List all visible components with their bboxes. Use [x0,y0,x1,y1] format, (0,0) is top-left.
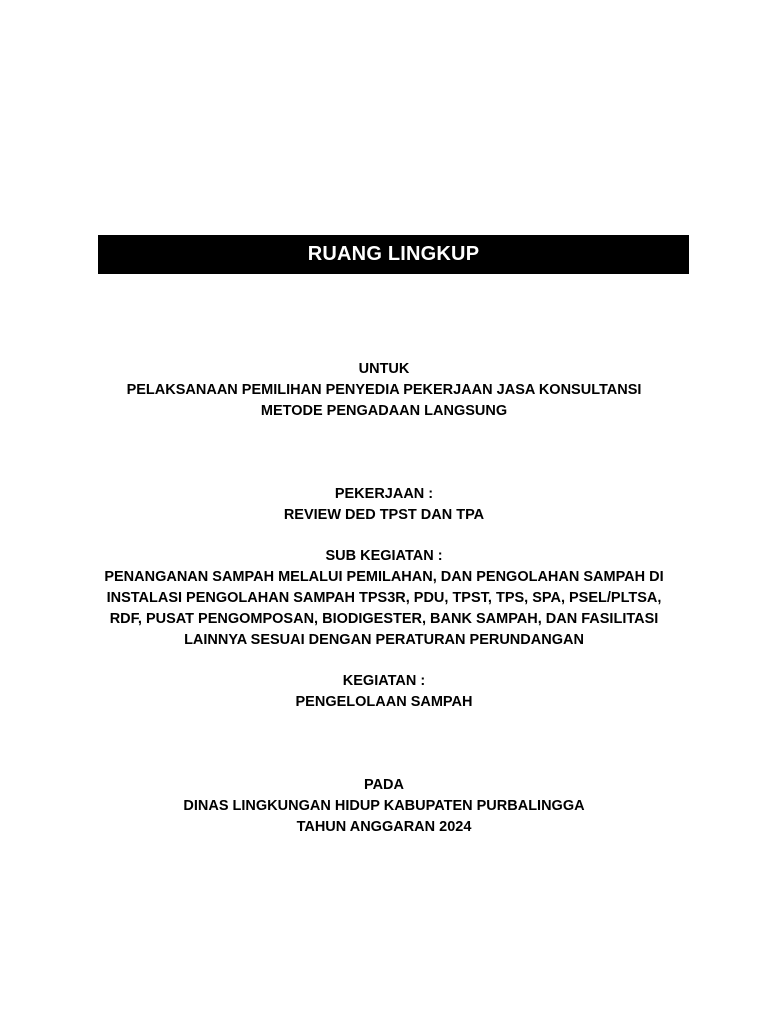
pada-label: PADA [363,777,404,793]
kegiatan-section [60,671,708,713]
page-title: RUANG LINGKUP [307,243,480,265]
intro-line: PELAKSANAAN PEMILIHAN PENYEDIA PEKERJAAN JASA KONSULTANSI [126,382,642,398]
sub-kegiatan-line: PENANGANAN SAMPAH MELALUI PEMILAHAN, DAN PENGOLAHAN SAMPAH DI [104,569,664,585]
sub-kegiatan-line: LAINNYA SESUAI DENGAN PERATURAN PERUNDANGAN [184,632,584,648]
intro-line: METODE PENGADAAN LANGSUNG [260,403,508,419]
pekerjaan-value: REVIEW DED TPST DAN TPA [283,507,485,523]
sub-kegiatan-section [60,546,708,651]
pekerjaan-label: PEKERJAAN : [334,486,434,502]
intro-label: UNTUK [358,361,410,377]
pekerjaan-section [60,484,708,526]
pada-line: DINAS LINGKUNGAN HIDUP KABUPATEN PURBALINGGA [183,798,585,814]
kegiatan-label: KEGIATAN : [342,673,426,689]
sub-kegiatan-label: SUB KEGIATAN : [325,548,443,564]
pada-line: TAHUN ANGGARAN 2024 [296,819,472,835]
title-banner [98,235,689,274]
pada-section [60,775,708,838]
sub-kegiatan-line: RDF, PUSAT PENGOMPOSAN, BIODIGESTER, BANK SAMPAH, DAN FASILITASI [109,611,659,627]
intro-section [60,359,708,422]
sub-kegiatan-line: INSTALASI PENGOLAHAN SAMPAH TPS3R, PDU, TPST, TPS, SPA, PSEL/PLTSA, [106,590,662,606]
kegiatan-value: PENGELOLAAN SAMPAH [295,694,473,710]
